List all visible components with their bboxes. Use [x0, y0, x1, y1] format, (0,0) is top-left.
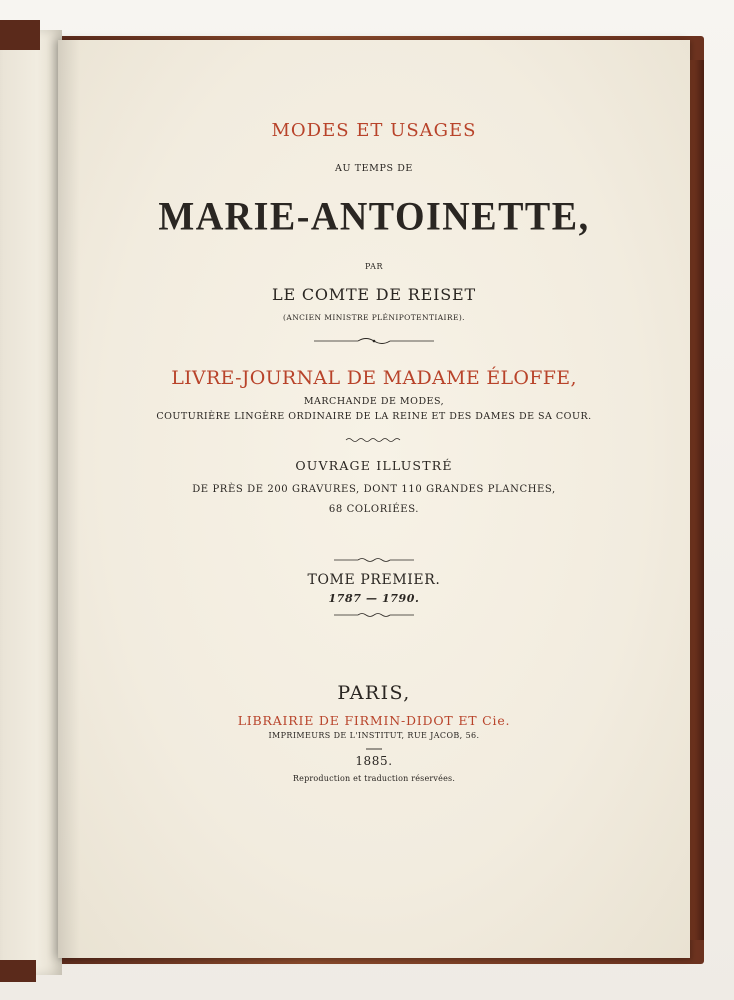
par-label: PAR: [365, 262, 383, 271]
subtitle-line-2: MARCHANDE DE MODES,: [303, 396, 445, 407]
printer: IMPRIMEURS DE L'INSTITUT, RUE JACOB, 56.: [268, 731, 480, 740]
title-line-modes: MODES ET USAGES: [271, 120, 477, 141]
binding-corner-top: [0, 20, 40, 50]
ornament-divider-3: [58, 556, 690, 564]
illustration-heading: OUVRAGE ILLUSTRÉ: [295, 458, 453, 473]
publication-year: 1885.: [355, 754, 393, 768]
illustration-line-3: 68 COLORIÉES.: [328, 504, 420, 515]
subtitle-line-3: COUTURIÈRE LINGÈRE ORDINAIRE DE LA REINE ET DES DAMES DE SA COUR.: [156, 411, 592, 422]
flyleaf-page: [0, 30, 62, 975]
volume-label: TOME PREMIER.: [307, 572, 441, 588]
short-rule: [58, 747, 690, 751]
ornament-divider-2: [58, 436, 690, 444]
subtitle: LIVRE-JOURNAL DE MADAME ÉLOFFE,: [171, 367, 577, 389]
ornament-divider-4: [58, 611, 690, 619]
rights-notice: Reproduction et traduction réservées.: [292, 774, 456, 783]
binding-edge: [690, 60, 704, 940]
title-page: [58, 40, 690, 958]
author-note: (ANCIEN MINISTRE PLÉNIPOTENTIAIRE).: [283, 313, 465, 322]
city: PARIS,: [337, 682, 411, 704]
main-title: MARIE-ANTOINETTE,: [158, 194, 590, 240]
volume-years: 1787 — 1790.: [328, 592, 420, 605]
author-name: LE COMTE DE REISET: [272, 285, 476, 304]
ornament-divider-1: [58, 336, 690, 346]
publisher: LIBRAIRIE DE FIRMIN-DIDOT ET Cie.: [237, 713, 511, 728]
binding-corner-bottom: [0, 960, 36, 982]
illustration-line-2: DE PRÈS DE 200 GRAVURES, DONT 110 GRANDES PLANCHES,: [192, 484, 556, 495]
title-line-au-temps: AU TEMPS DE: [335, 163, 413, 174]
